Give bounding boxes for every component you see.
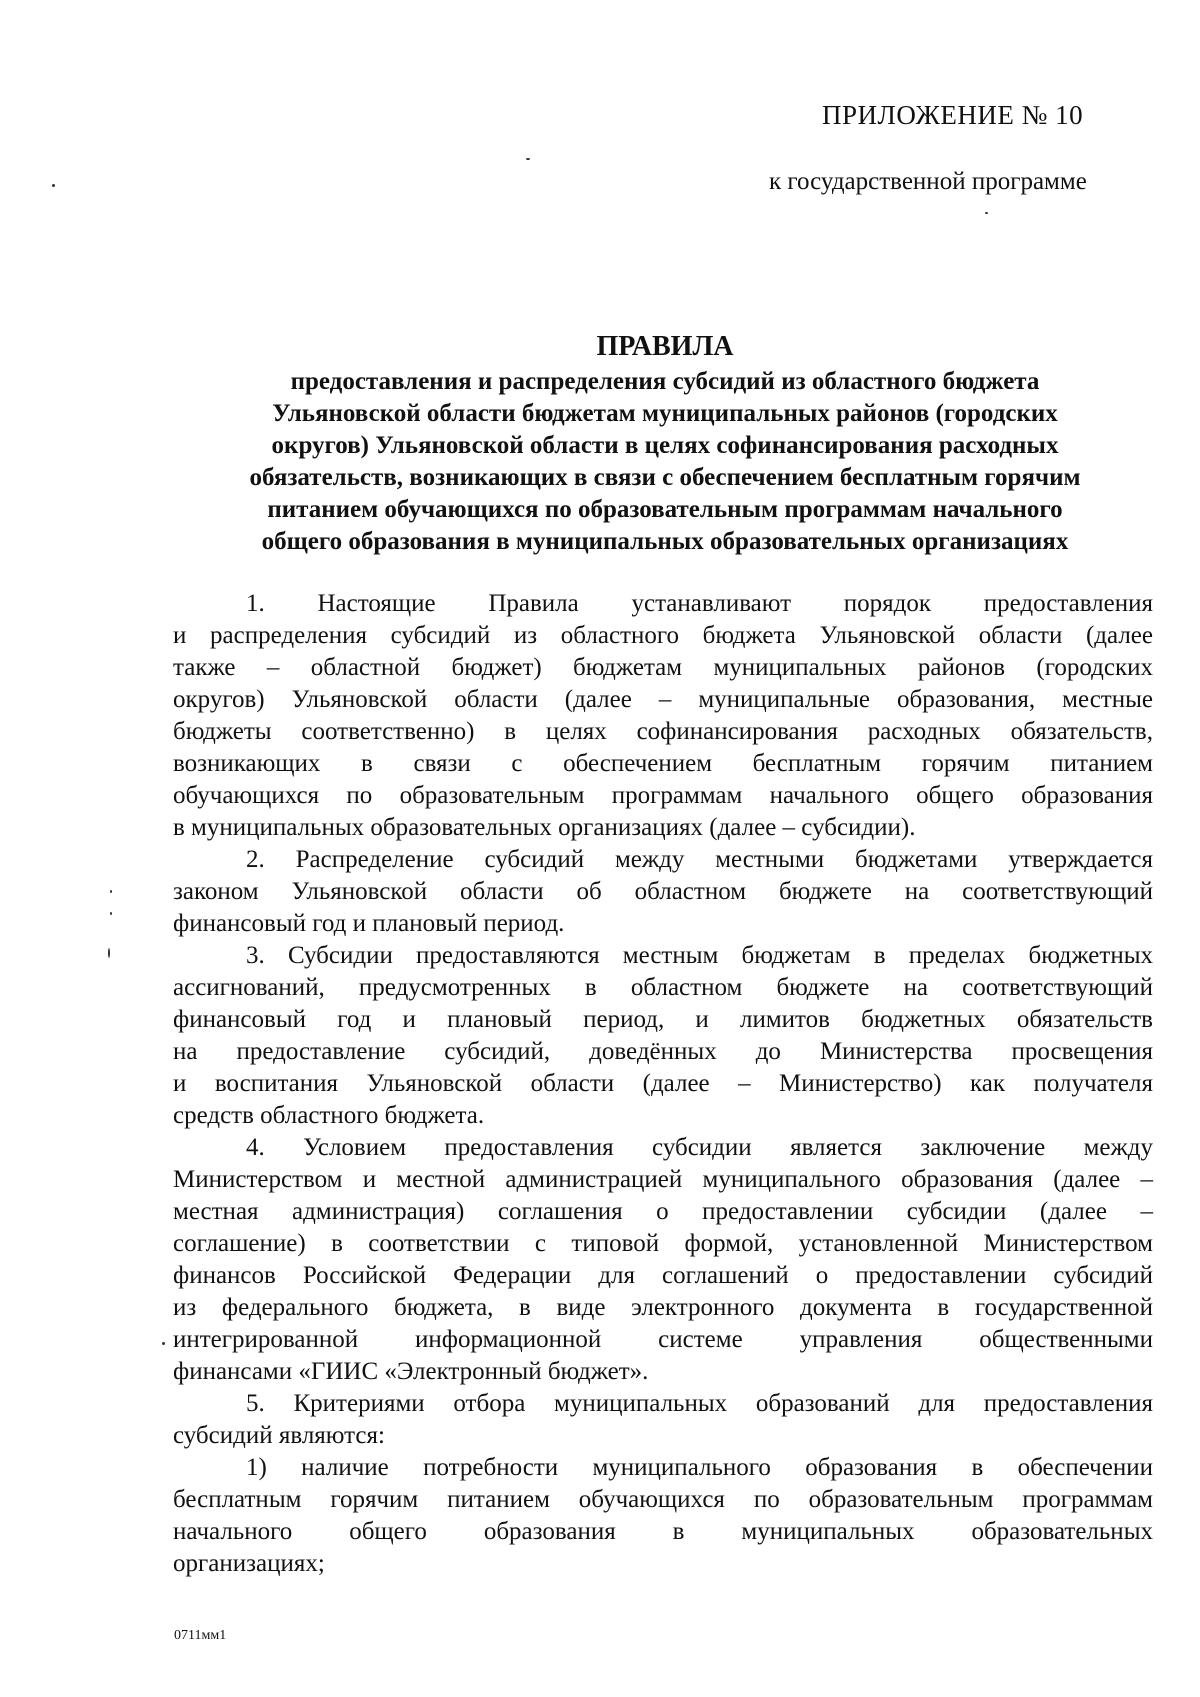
scan-speck <box>108 948 110 958</box>
text-line: 2. Распределение субсидий между местными бюджетами утверждается <box>246 846 1153 873</box>
text-line: финансовый год и плановый период. <box>173 910 565 937</box>
scan-speck <box>52 184 55 187</box>
document-body <box>173 588 1153 1580</box>
scan-speck <box>526 158 530 160</box>
text-line: на предоставление субсидий, доведённых до Министерства просвещения <box>173 1038 1153 1065</box>
title-heading: ПРАВИЛА <box>596 331 734 362</box>
title-line: предоставления и распределения субсидий из областного бюджета <box>290 368 1040 395</box>
text-line: интегрированной информационной системе управления общественными <box>173 1326 1153 1353</box>
paragraph-3 <box>173 940 1153 1132</box>
text-line: и воспитания Ульяновской области (далее – Министерство) как получателя <box>173 1070 1153 1097</box>
paragraph-2 <box>173 844 1153 940</box>
scan-speck <box>162 1342 165 1345</box>
text-line: из федерального бюджета, в виде электронного документа в государственной <box>173 1294 1153 1321</box>
paragraph-4 <box>173 1132 1153 1388</box>
text-line: в муниципальных образовательных организациях (далее – субсидии). <box>173 814 916 841</box>
text-line: 1) наличие потребности муниципального образования в обеспечении <box>246 1454 1153 1481</box>
text-line: финансовый год и плановый период, и лимитов бюджетных обязательств <box>173 1006 1153 1033</box>
appendix-subtitle: к государственной программе <box>769 168 1087 195</box>
text-line: 3. Субсидии предоставляются местным бюджетам в пределах бюджетных <box>246 942 1153 969</box>
text-line: финансами «ГИИС «Электронный бюджет». <box>173 1358 649 1385</box>
paragraph-1 <box>173 588 1153 844</box>
text-line: и распределения субсидий из областного бюджета Ульяновской области (далее <box>173 622 1153 649</box>
text-line: законом Ульяновской области об областном бюджете на соответствующий <box>173 878 1153 905</box>
scan-speck <box>110 890 112 893</box>
text-line: субсидий являются: <box>173 1422 385 1449</box>
title-line: обязательств, возникающих в связи с обеспечением бесплатным горячим <box>249 464 1081 491</box>
text-line: ассигнований, предусмотренных в областном бюджете на соответствующий <box>173 974 1153 1001</box>
paragraph-5 <box>173 1388 1153 1452</box>
text-line: 5. Критериями отбора муниципальных образований для предоставления <box>246 1390 1153 1417</box>
title-line: округов) Ульяновской области в целях софинансирования расходных <box>271 432 1059 459</box>
title-line: Ульяновской области бюджетам муниципальных районов (городских <box>272 400 1058 427</box>
text-line: организациях; <box>173 1550 325 1577</box>
title-line: питанием обучающихся по образовательным программам начального <box>267 496 1063 523</box>
text-line: местная администрация) соглашения о предоставлении субсидии (далее – <box>173 1198 1153 1225</box>
document-title <box>150 330 1180 558</box>
text-line: соглашение) в соответствии с типовой формой, установленной Министерством <box>173 1230 1153 1257</box>
scan-speck <box>110 912 112 915</box>
text-line: округов) Ульяновской области (далее – муниципальные образования, местные <box>173 686 1153 713</box>
text-line: возникающих в связи с обеспечением бесплатным горячим питанием <box>173 750 1153 777</box>
text-line: 1. Настоящие Правила устанавливают порядок предоставления <box>246 590 1153 617</box>
document-code: 0711мм1 <box>174 1628 227 1643</box>
title-line: общего образования в муниципальных образовательных организациях <box>261 528 1069 555</box>
text-line: бюджеты соответственно) в целях софинансирования расходных обязательств, <box>173 718 1153 745</box>
text-line: финансов Российской Федерации для соглашений о предоставлении субсидий <box>173 1262 1153 1289</box>
paragraph-5-item-1 <box>173 1452 1153 1580</box>
text-line: Министерством и местной администрацией муниципального образования (далее – <box>173 1166 1153 1193</box>
text-line: 4. Условием предоставления субсидии является заключение между <box>246 1134 1153 1161</box>
text-line: обучающихся по образовательным программам начального общего образования <box>173 782 1153 809</box>
text-line: начального общего образования в муниципальных образовательных <box>173 1518 1153 1545</box>
text-line: бесплатным горячим питанием обучающихся по образовательным программам <box>173 1486 1153 1513</box>
scan-speck <box>985 212 988 214</box>
text-line: также – областной бюджет) бюджетам муниципальных районов (городских <box>173 654 1153 681</box>
text-line: средств областного бюджета. <box>173 1102 485 1129</box>
appendix-title: ПРИЛОЖЕНИЕ № 10 <box>822 100 1084 130</box>
